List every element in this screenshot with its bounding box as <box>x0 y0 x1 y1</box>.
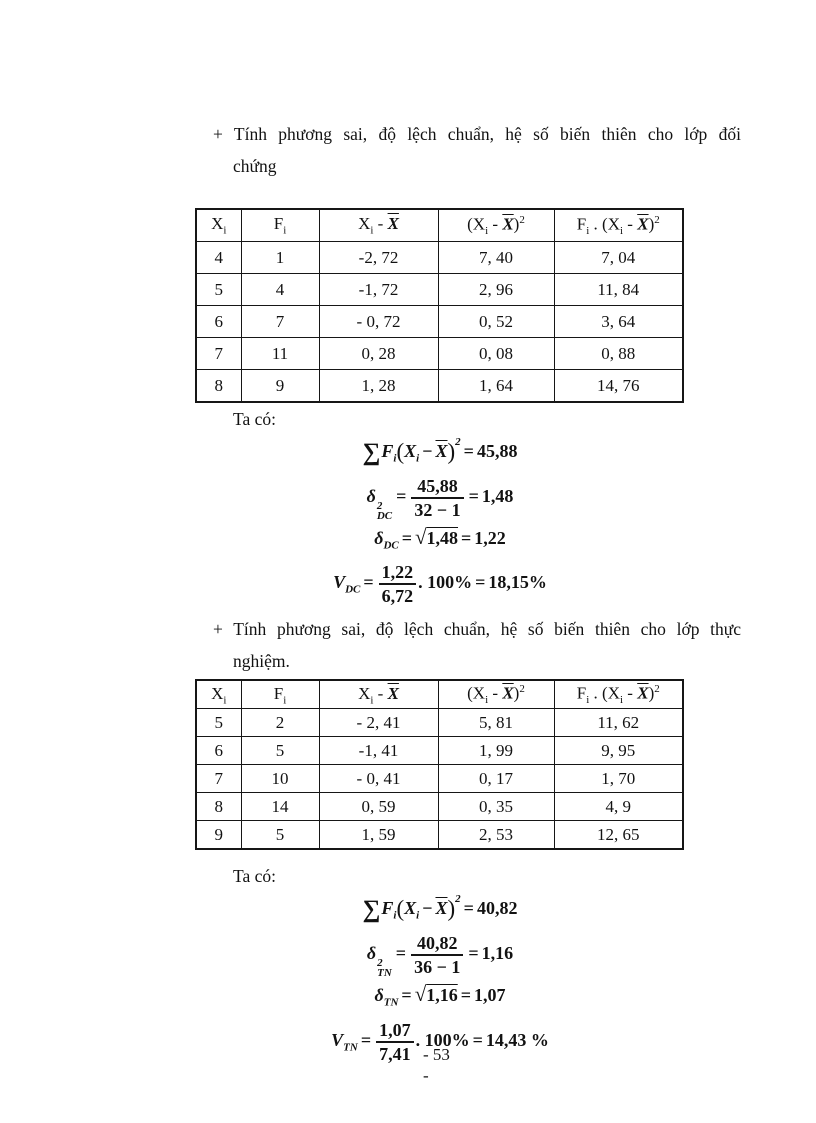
table-cell: 5 <box>196 274 241 306</box>
lparen: ( <box>396 896 405 922</box>
delta-supsub <box>377 501 392 521</box>
exponent-2: 2 <box>455 436 461 448</box>
subscript-DC: DC <box>345 584 361 597</box>
var-Xbar: $\overline{X}$ <box>435 441 448 461</box>
radicand: 1,16 <box>426 985 458 1006</box>
subscript-DC: DC <box>376 509 393 522</box>
table-row <box>196 821 683 850</box>
table-header-cell: $F_i$ <box>241 680 319 709</box>
tn-table <box>195 679 684 850</box>
subscript-i: i <box>393 452 397 465</box>
table-cell: 6 <box>196 306 241 338</box>
table-cell: 7 <box>241 306 319 338</box>
table-row <box>196 370 683 403</box>
var-Xbar: $\overline{X}$ <box>435 898 448 919</box>
subscript-DC: DC <box>383 539 399 552</box>
table-cell: 7, 40 <box>438 242 554 274</box>
table-cell: 4 <box>196 242 241 274</box>
table-cell: 11, 84 <box>554 274 683 306</box>
table-cell: 4 <box>241 274 319 306</box>
table-cell: -1, 72 <box>319 274 438 306</box>
table-header-cell: $F_i$ . $(X_i - \overline{X})^2$ <box>554 680 683 709</box>
table-cell: 0, 88 <box>554 338 683 370</box>
fraction <box>374 1019 416 1065</box>
page-number <box>423 1044 450 1086</box>
table-cell: 9 <box>241 370 319 403</box>
exponent-2: 2 <box>377 957 383 970</box>
table-cell: 0, 59 <box>319 793 438 821</box>
subscript-TN: TN <box>383 996 399 1009</box>
var-F: F <box>381 898 394 919</box>
table-cell: 8 <box>196 370 241 403</box>
equals-sign: = <box>396 485 407 506</box>
stddev-value: 1,22 <box>474 527 506 548</box>
table-cell: 1 <box>241 242 319 274</box>
table-cell: 5 <box>241 737 319 765</box>
table-cell: 11, 62 <box>554 709 683 737</box>
table-cell: - 0, 72 <box>319 306 438 338</box>
sum-value: 45,88 <box>476 441 518 461</box>
lparen: ( <box>396 439 405 464</box>
equals-sign: = <box>468 943 479 964</box>
var-V: V <box>331 1029 344 1050</box>
table-cell: 1, 99 <box>438 737 554 765</box>
fraction <box>409 475 465 521</box>
times-dot: . <box>418 572 423 593</box>
subscript-TN: TN <box>343 1041 358 1054</box>
table-cell: 11 <box>241 338 319 370</box>
formula-cv-dc <box>190 561 690 607</box>
table-cell: 1, 59 <box>319 821 438 850</box>
numerator: 45,88 <box>411 475 463 499</box>
heading-dc-line2: chứng <box>233 156 277 176</box>
fraction <box>409 932 465 978</box>
table-cell: 2, 96 <box>438 274 554 306</box>
table-row <box>196 709 683 737</box>
dc-table <box>195 208 684 403</box>
formula-variance-dc <box>190 475 690 521</box>
denominator: 6,72 <box>381 586 414 607</box>
taco-label-dc: Ta có: <box>233 409 276 429</box>
equals-sign: = <box>472 1029 483 1050</box>
equals-sign: = <box>463 898 474 919</box>
equals-sign: = <box>460 985 471 1006</box>
cv-value: 14,43 % <box>485 1029 549 1050</box>
var-F: F <box>381 441 394 461</box>
table-cell: 10 <box>241 765 319 793</box>
table-cell: 2, 53 <box>438 821 554 850</box>
equals-sign: = <box>463 441 474 461</box>
sqrt-icon: √ <box>414 982 427 1007</box>
delta-symbol: δ <box>366 485 376 506</box>
table-cell: 1, 28 <box>319 370 438 403</box>
numerator: 40,82 <box>411 932 463 956</box>
sum-icon: ∑ <box>362 896 381 924</box>
sum-icon: ∑ <box>362 439 381 466</box>
numerator: 1,22 <box>379 561 417 585</box>
delta-symbol: δ <box>374 985 384 1006</box>
exponent-2: 2 <box>455 893 461 906</box>
table-header-row <box>196 680 683 709</box>
table-cell: 6 <box>196 737 241 765</box>
table-row <box>196 274 683 306</box>
table-cell: 14, 76 <box>554 370 683 403</box>
table-cell: 4, 9 <box>554 793 683 821</box>
table-row <box>196 306 683 338</box>
rparen: ) <box>447 896 456 922</box>
formula-stddev-tn <box>190 981 690 1016</box>
var-X: X <box>404 898 417 919</box>
subscript-i: i <box>416 452 420 465</box>
heading-tn-line1: + Tính phương sai, độ lệch chuẩn, hệ số biến thiên cho lớp thực <box>213 619 741 640</box>
page-number-line2: - <box>423 1066 429 1085</box>
formula-sum-tn <box>190 891 690 929</box>
table-header-cell: $X_i - \overline{X}$ <box>319 209 438 242</box>
equals-sign: = <box>461 527 472 548</box>
table-cell: 0, 08 <box>438 338 554 370</box>
table-cell: 3, 64 <box>554 306 683 338</box>
exponent-2: 2 <box>376 499 383 512</box>
fraction <box>377 561 419 607</box>
subscript-i: i <box>393 909 397 922</box>
table-cell: 7 <box>196 338 241 370</box>
table-row <box>196 338 683 370</box>
variance-value: 1,48 <box>481 485 514 506</box>
page-number-line1: - 53 <box>423 1045 450 1064</box>
denominator: 32 − 1 <box>414 499 461 520</box>
table-cell: 1, 70 <box>554 765 683 793</box>
delta-symbol: δ <box>366 943 377 964</box>
table-header-row <box>196 209 683 242</box>
formula-sum-dc <box>190 434 690 472</box>
table-header-cell: $(X_i - \overline{X})^2$ <box>438 680 554 709</box>
stddev-value: 1,07 <box>473 985 506 1006</box>
equals-sign: = <box>395 943 407 964</box>
formula-stddev-dc <box>190 524 690 559</box>
table-cell: - 0, 41 <box>319 765 438 793</box>
denominator: 7,41 <box>379 1043 411 1064</box>
equals-sign: = <box>475 572 486 593</box>
table-row <box>196 765 683 793</box>
equals-sign: = <box>363 572 374 593</box>
equals-sign: = <box>468 485 479 506</box>
table-row <box>196 793 683 821</box>
table-cell: 1, 64 <box>438 370 554 403</box>
subscript-TN: TN <box>377 967 392 980</box>
formulas-dc <box>190 434 690 607</box>
equals-sign: = <box>401 985 412 1006</box>
table-cell: 2 <box>241 709 319 737</box>
table-row <box>196 242 683 274</box>
table-cell: 7 <box>196 765 241 793</box>
subscript-i: i <box>416 909 420 922</box>
sqrt-icon: √ <box>414 524 427 549</box>
table-cell: 9, 95 <box>554 737 683 765</box>
numerator: 1,07 <box>376 1019 414 1043</box>
table-cell: 7, 04 <box>554 242 683 274</box>
table-cell: 0, 35 <box>438 793 554 821</box>
taco-label-tn: Ta có: <box>233 866 276 887</box>
table-cell: 5, 81 <box>438 709 554 737</box>
delta-supsub <box>377 958 392 978</box>
hundred-percent: 100% <box>427 572 473 593</box>
heading-tn-line2: nghiệm. <box>233 651 290 672</box>
table-cell: 14 <box>241 793 319 821</box>
sum-value: 40,82 <box>476 898 518 919</box>
table-header-cell: $X_i$ <box>196 209 241 242</box>
times-dot: . <box>415 1029 421 1050</box>
table-row <box>196 737 683 765</box>
radicand: 1,48 <box>426 527 459 548</box>
minus-sign: − <box>422 898 433 919</box>
var-V: V <box>333 572 346 593</box>
table-cell: 0, 28 <box>319 338 438 370</box>
heading-dc-line1: + Tính phương sai, độ lệch chuẩn, hệ số biến thiên cho lớp đối <box>213 124 741 144</box>
var-X: X <box>404 441 417 461</box>
table-cell: -2, 72 <box>319 242 438 274</box>
table-cell: 0, 52 <box>438 306 554 338</box>
formula-variance-tn <box>190 932 690 978</box>
table-cell: 5 <box>241 821 319 850</box>
table-cell: 0, 17 <box>438 765 554 793</box>
equals-sign: = <box>360 1029 372 1050</box>
table-header-cell: $X_i - \overline{X}$ <box>319 680 438 709</box>
table-cell: 5 <box>196 709 241 737</box>
section-heading-tn <box>213 613 741 677</box>
table-cell: -1, 41 <box>319 737 438 765</box>
formulas-tn <box>190 891 690 1064</box>
equals-sign: = <box>401 527 412 548</box>
table-cell: 8 <box>196 793 241 821</box>
delta-symbol: δ <box>374 527 384 548</box>
variance-value: 1,16 <box>481 943 514 964</box>
rparen: ) <box>447 439 456 464</box>
table-header-cell: $(X_i - \overline{X})^2$ <box>438 209 554 242</box>
table-header-cell: $F_i$ <box>241 209 319 242</box>
minus-sign: − <box>422 441 433 461</box>
cv-value: 18,15% <box>488 572 547 593</box>
hundred-percent: 100% <box>424 1029 470 1050</box>
denominator: 36 − 1 <box>414 956 461 977</box>
table-cell: 9 <box>196 821 241 850</box>
table-header-cell: $X_i$ <box>196 680 241 709</box>
table-cell: - 2, 41 <box>319 709 438 737</box>
table-header-cell: $F_i$ . $(X_i - \overline{X})^2$ <box>554 209 683 242</box>
table-cell: 12, 65 <box>554 821 683 850</box>
section-heading-dc <box>213 118 741 182</box>
